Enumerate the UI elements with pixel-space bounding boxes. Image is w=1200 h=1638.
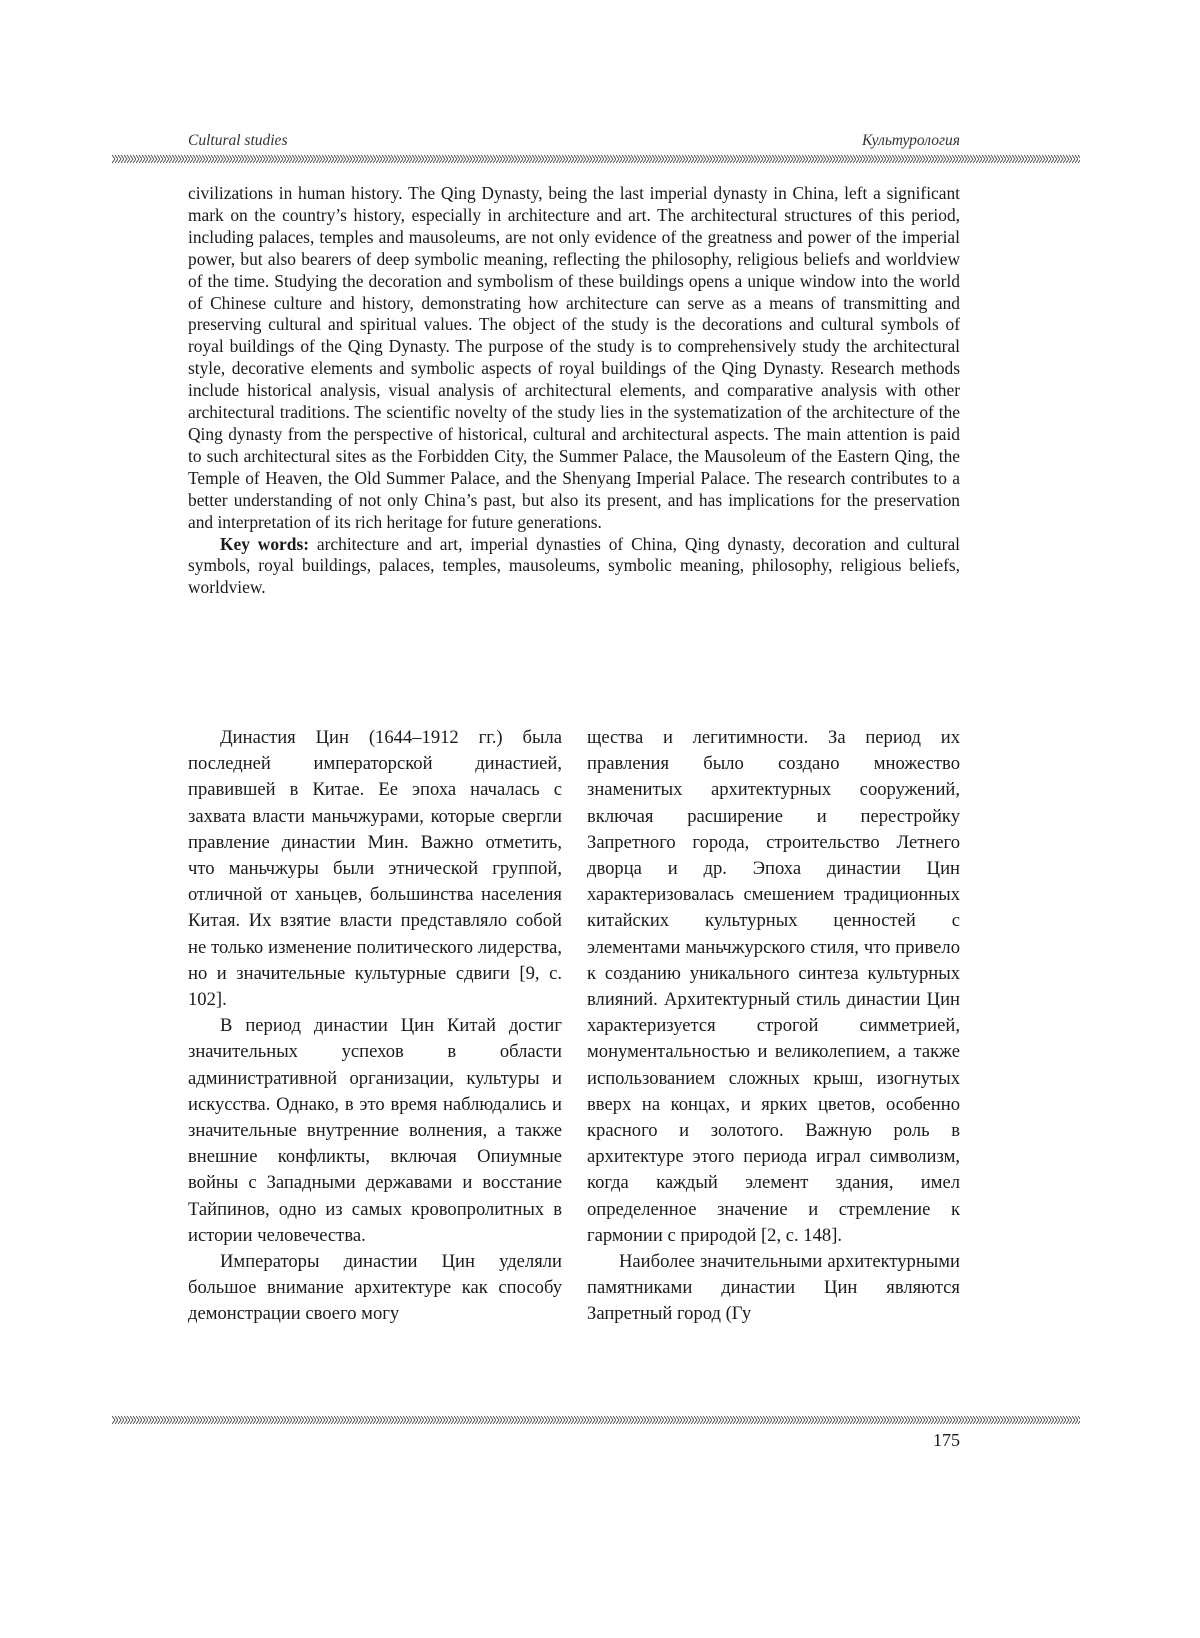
keywords-paragraph [188, 534, 960, 600]
page-number: 175 [933, 1430, 960, 1450]
ornament-divider-top [112, 154, 1080, 164]
body-paragraph: Наиболее значительными архитектурными памятниками династии Цин являются Запретный город (Гу [587, 1251, 960, 1325]
body-paragraph: Императоры династии Цин уделяли большое внимание архитектуре как способу демонстрации своего могу [188, 1251, 562, 1325]
body-column-right [587, 725, 960, 1328]
running-header [188, 132, 960, 154]
ornament-divider-bottom [112, 1415, 1080, 1425]
keywords-label: Key words: [220, 533, 310, 554]
body-column-left [188, 725, 562, 1328]
keywords-text: architecture and art, imperial dynasties of China, Qing dynasty, decoration and cultural symbols, royal buildings, palaces, temples, mausoleums, symbolic meaning, philosophy, religious beliefs, worldview. [188, 533, 960, 598]
header-section-ru: Культурология [862, 132, 960, 149]
body-paragraph: щества и легитимности. За период их правления было создано множество знаменитых архитектурных сооружений, включая расширение и перестройку Запретного города, строительство Летнего дворца и др. Эпоха династии Цин характеризовалась смешением традиционных китайских культурных ценностей с элементами маньчжурского стиля, что привело к созданию уникального синтеза культурных влияний. Архитектурный стиль династии Цин характеризуется строгой симметрией, монументальностью и великолепием, а также использованием сложных крыш, изогнутых вверх на концах, и ярких цветов, особенно красного и золотого. Важную роль в архитектуре этого периода играл символизм, когда каждый элемент здания, имел определенное значение и стремление к гармонии с природой [2, с. 148]. [587, 727, 960, 1246]
abstract-text: civilizations in human history. The Qing Dynasty, being the last imperial dynasty in China, left a significant mark on the country’s history, especially in architecture and art. The architectural structures of this period, including palaces, temples and mausoleums, are not only evidence of the greatness and power of the imperial power, but also bearers of deep symbolic meaning, reflecting the philosophy, religious beliefs and worldview of the time. Studying the decoration and symbolism of these buildings opens a unique window into the world of Chinese culture and history, demonstrating how architecture can serve as a means of transmitting and preserving cultural and spiritual values. The object of the study is the decorations and cultural symbols of royal buildings of the Qing Dynasty. The purpose of the study is to comprehensively study the architectural style, decorative elements and symbolic aspects of royal buildings of the Qing Dynasty. Research methods include historical analysis, visual analysis of architectural elements, and comparative analysis with other architectural traditions. The scientific novelty of the study lies in the systematization of the architecture of the Qing dynasty from the perspective of historical, cultural and architectural aspects. The main attention is paid to such architectural sites as the Forbidden City, the Summer Palace, the Mausoleum of the Eastern Qing, the Temple of Heaven, the Old Summer Palace, and the Shenyang Imperial Palace. The research contributes to a better understanding of not only China’s past, but also its present, and has implications for the preservation and interpretation of its rich heritage for future generations. [188, 183, 960, 532]
abstract-block [188, 183, 960, 599]
header-section-en: Cultural studies [188, 132, 288, 149]
body-paragraph: Династия Цин (1644–1912 гг.) была последней императорской династией, правившей в Китае. Ее эпоха началась с захвата власти маньчжурами, которые свергли правление династии Мин. Важно отметить, что маньчжуры были этнической группой, отличной от ханьцев, большинства населения Китая. Их взятие власти представляло собой не только изменение политического лидерства, но и значительные культурные сдвиги [9, с. 102]. [188, 727, 562, 1011]
body-paragraph: В период династии Цин Китай достиг значительных успехов в области административной организации, культуры и искусства. Однако, в это время наблюдались и значительные внутренние волнения, а также внешние конфликты, включая Опиумные войны с Западными державами и восстание Тайпинов, одно из самых кровопролитных в истории человечества. [188, 1015, 562, 1246]
